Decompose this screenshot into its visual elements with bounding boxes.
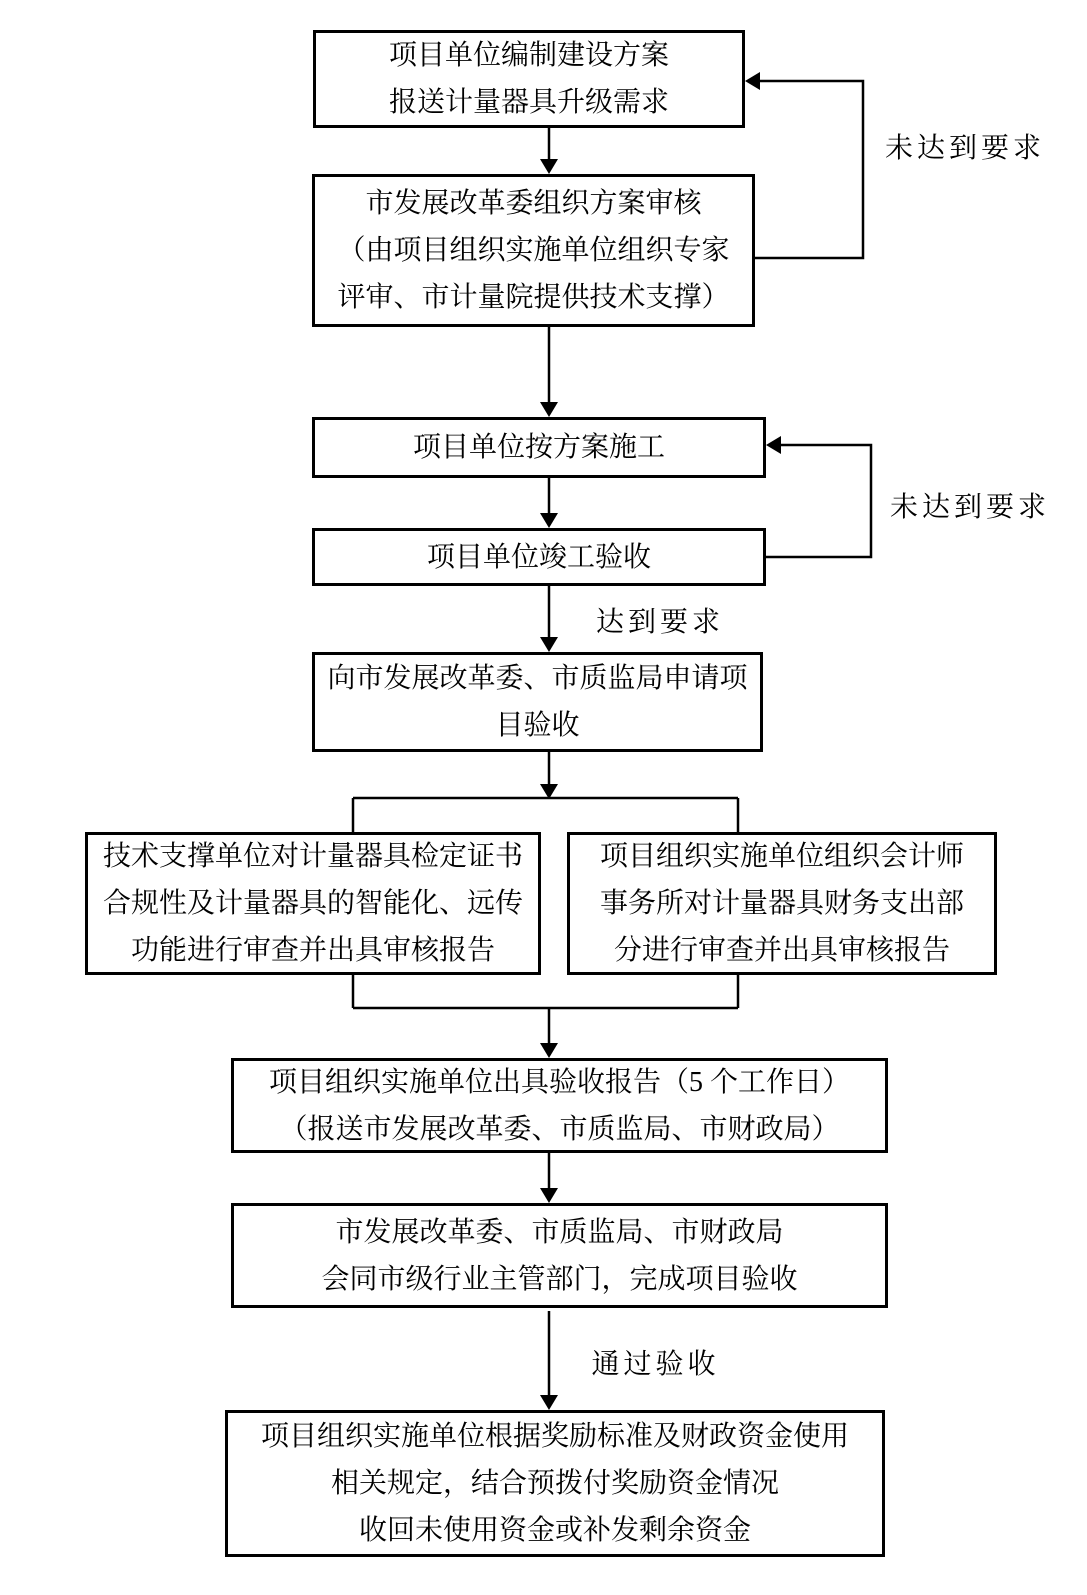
flow-node-plan xyxy=(313,30,745,128)
flow-node-financial-audit xyxy=(567,832,997,975)
node-text-line: 合规性及计量器具的智能化、远传 xyxy=(102,888,523,919)
node-text-line: 项目组织实施单位组织会计师 xyxy=(599,841,964,872)
feedback-completion-to-construct xyxy=(766,445,871,557)
node-text-line: 事务所对计量器具财务支出部 xyxy=(599,888,964,919)
node-text-line: 技术支撑单位对计量器具检定证书 xyxy=(102,841,523,872)
node-text-line: 项目单位编制建设方案 xyxy=(388,40,669,71)
flow-node-review xyxy=(312,174,755,327)
node-text-line: 功能进行审查并出具审核报告 xyxy=(130,935,495,966)
arrowhead-completion-to-apply xyxy=(540,637,558,652)
arrowhead-joint-to-funds xyxy=(540,1395,558,1410)
arrowhead-merge-to-report xyxy=(540,1043,558,1058)
node-text-line: 评审、市计量院提供技术支撑） xyxy=(337,282,730,313)
flow-node-funds-settlement xyxy=(225,1410,885,1557)
arrowhead-review-to-plan xyxy=(745,72,760,90)
node-text-line: （由项目组织实施单位组织专家 xyxy=(337,235,730,266)
flow-node-apply-acceptance xyxy=(312,652,763,752)
edge-label-passed: 通过验收 xyxy=(591,1349,720,1380)
arrowhead-completion-to-construct xyxy=(766,436,781,454)
flow-node-construct xyxy=(312,417,766,478)
node-text-line: 项目单位按方案施工 xyxy=(412,432,665,463)
node-text-line: 向市发展改革委、市质监局申请项 xyxy=(327,663,748,694)
node-text-line: （报送市发展改革委、市质监局、市财政局） xyxy=(279,1113,840,1145)
node-text-line: 分进行审查并出具审核报告 xyxy=(613,935,950,966)
node-text-line: 收回未使用资金或补发剩余资金 xyxy=(358,1515,751,1546)
edge-label-not-met-top: 未达到要求 xyxy=(884,133,1045,164)
flow-node-technical-audit xyxy=(85,832,541,975)
arrowhead-construct-to-completion xyxy=(540,513,558,528)
node-text-line: 项目组织实施单位出具验收报告（5 个工作日） xyxy=(268,1066,850,1098)
flow-node-completion-check xyxy=(312,528,766,586)
arrowhead-review-to-construct xyxy=(540,402,558,417)
feedback-review-to-plan xyxy=(755,81,863,258)
node-text-line: 目验收 xyxy=(495,710,580,741)
flow-node-joint-acceptance xyxy=(231,1203,888,1308)
node-text-line: 项目单位竣工验收 xyxy=(426,541,651,573)
edge-label-met: 达到要求 xyxy=(595,607,724,638)
node-text-line: 报送计量器具升级需求 xyxy=(388,87,669,118)
arrowhead-plan-to-review xyxy=(540,159,558,174)
node-text-line: 市发展改革委、市质监局、市财政局 xyxy=(335,1216,784,1248)
edge-label-not-met-middle: 未达到要求 xyxy=(889,492,1050,523)
node-text-line: 项目组织实施单位根据奖励标准及财政资金使用 xyxy=(260,1421,849,1452)
arrowhead-report-to-joint xyxy=(540,1188,558,1203)
node-text-line: 市发展改革委组织方案审核 xyxy=(365,188,702,219)
node-text-line: 相关规定，结合预拨付奖励资金情况 xyxy=(330,1468,779,1499)
node-text-line: 会同市级行业主管部门，完成项目验收 xyxy=(321,1263,798,1295)
flow-node-acceptance-report xyxy=(231,1058,888,1153)
